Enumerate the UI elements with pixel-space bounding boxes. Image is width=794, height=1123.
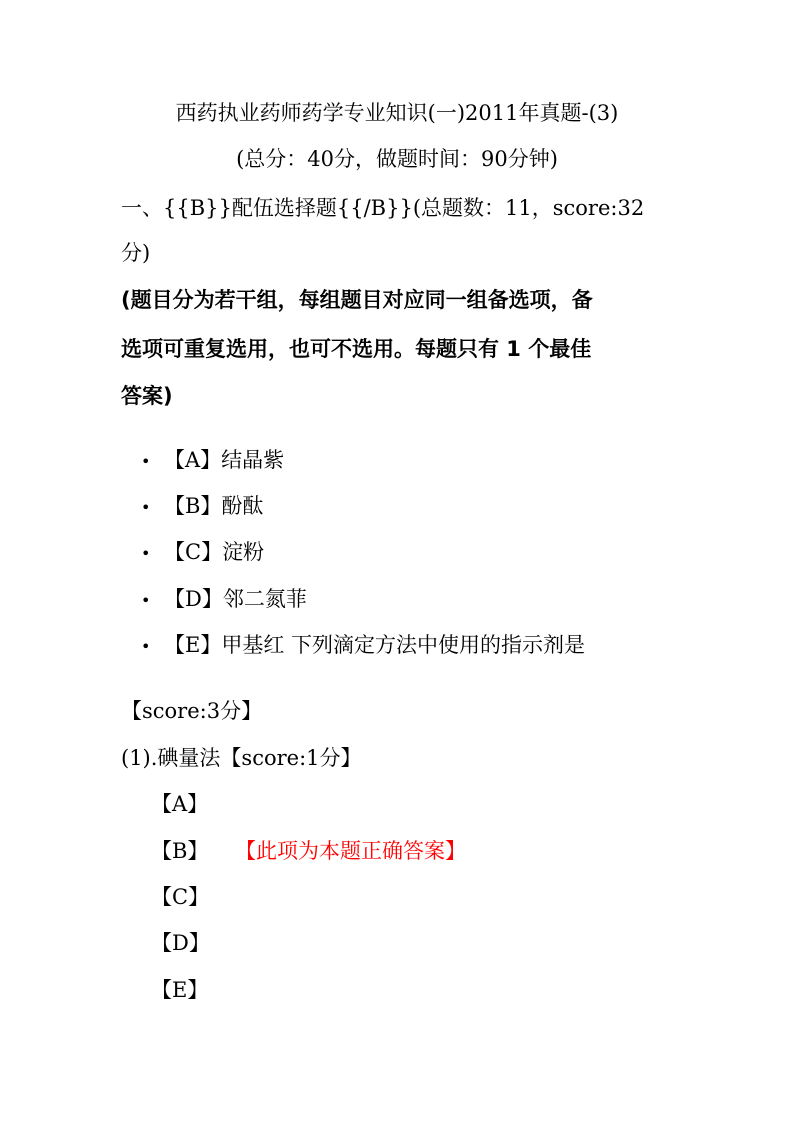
bullet-icon: • — [141, 544, 151, 563]
instruction-line-3: 答案) — [121, 384, 173, 408]
bullet-icon: • — [141, 591, 151, 610]
question-text: (1).碘量法【score:1分】 — [121, 746, 362, 770]
choice-e: 【E】 — [151, 978, 209, 1002]
correct-answer-note: 【此项为本题正确答案】 — [235, 839, 466, 863]
document-title: 西药执业药师药学专业知识(一)2011年真题-(3) — [175, 101, 619, 125]
option-item-c: 【C】淀粉 — [164, 540, 265, 564]
option-item-a: 【A】结晶紫 — [164, 448, 285, 472]
instruction-line-2: 选项可重复选用，也可不选用。每题只有 1 个最佳 — [121, 337, 592, 361]
document-subtitle: (总分：40分，做题时间：90分钟) — [236, 147, 558, 171]
section-heading: 一、{{B}}配伍选择题{{/B}}(总题数：11，score:32 — [121, 196, 645, 220]
instruction-line-1: (题目分为若干组，每组题目对应同一组备选项，备 — [121, 288, 593, 312]
option-item-b: 【B】酚酞 — [164, 494, 264, 518]
choice-b: 【B】 — [151, 839, 209, 863]
choice-a: 【A】 — [151, 792, 209, 816]
section-heading-continued: 分) — [121, 241, 151, 265]
choice-c: 【C】 — [151, 885, 210, 909]
bullet-icon: • — [141, 637, 151, 656]
choice-d: 【D】 — [151, 931, 210, 955]
bullet-icon: • — [141, 452, 151, 471]
option-item-d: 【D】邻二氮菲 — [164, 587, 307, 611]
option-item-e: 【E】甲基红 下列滴定方法中使用的指示剂是 — [164, 633, 586, 657]
bullet-icon: • — [141, 498, 151, 517]
group-score: 【score:3分】 — [121, 699, 263, 723]
